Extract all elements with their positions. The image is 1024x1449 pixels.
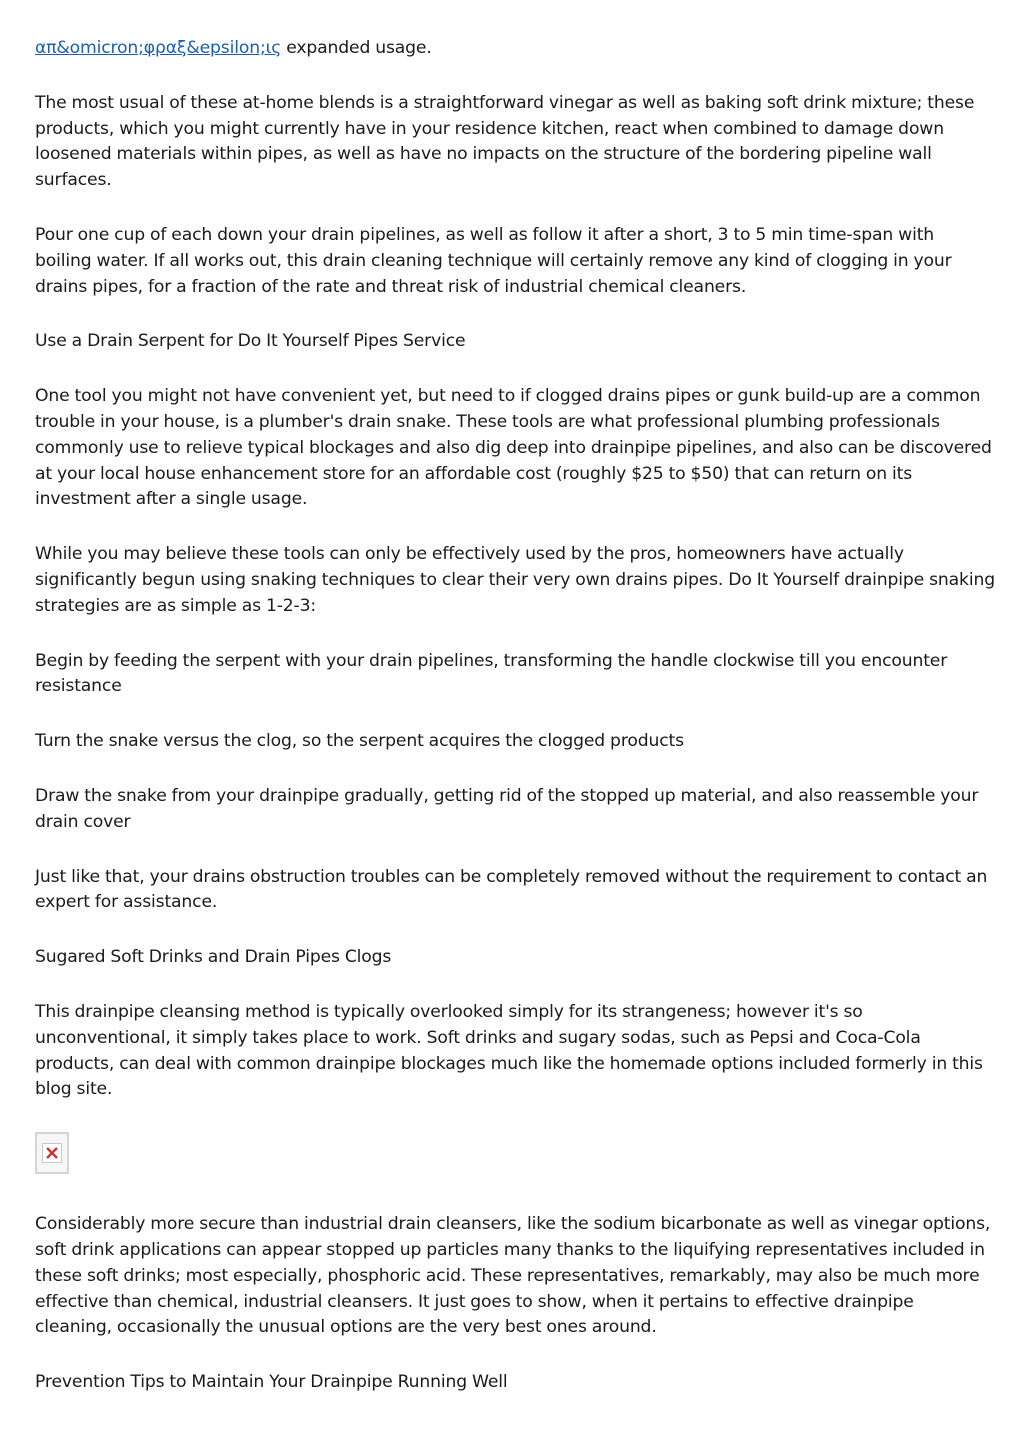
step-turn-snake: Turn the snake versus the clog, so the serpent acquires the clogged products	[35, 731, 684, 752]
heading-drain-serpent: Use a Drain Serpent for Do It Yourself Pipes Service	[35, 331, 466, 352]
paragraph-pour-instructions: Pour one cup of each down your drain pipelines, as well as follow it after a short, 3 to 5 min time-span with boiling water. If all works out, this drain cleaning technique will certainly remove any kind of clogging in your drains pipes, for a fraction of the rate and threat risk of industrial chemical cleaners.	[35, 224, 952, 297]
greek-link[interactable]: απ&omicron;φραξ&epsilon;ις	[35, 38, 282, 58]
paragraph-vinegar-mixture: The most usual of these at-home blends is a straightforward vinegar as well as baking soft drink mixture; these products, which you might currently have in your residence kitchen, react when combined to damage down loosened materials within pipes, as well as have no impacts on the structure of the bordering pipeline wall surfaces.	[35, 92, 975, 191]
heading-prevention-tips: Prevention Tips to Maintain Your Drainpipe Running Well	[35, 1372, 508, 1393]
step-draw-snake: Draw the snake from your drainpipe gradually, getting rid of the stopped up material, and also reassemble your drain cover	[35, 785, 979, 832]
paragraph-drain-snake-tool: One tool you might not have convenient yet, but need to if clogged drains pipes or gunk build-up are a common trouble in your house, is a plumber's drain snake. These tools are what professional plumbing professionals commonly use to relieve typical blockages and also dig deep into drainpipe pipelines, and also can be discovered at your local house enhancement store for an affordable cost (roughly $25 to $50) that can return on its investment after a single usage.	[35, 386, 992, 510]
intro-paragraph	[35, 36, 995, 62]
paragraph-snaking-techniques: While you may believe these tools can only be effectively used by the pros, homeowners have actually significantly begun using snaking techniques to clear their very own drains pipes. Do It Yourself drainpipe snaking strategies are as simple as 1-2-3:	[35, 544, 995, 616]
broken-image-placeholder	[35, 1132, 69, 1174]
paragraph-safer-than-industrial: Considerably more secure than industrial drain cleansers, like the sodium bicarbonate as well as vinegar options, soft drink applications can appear stopped up particles many thanks to the liquifying representatives included in these soft drinks; most especially, phosphoric acid. These representatives, remarkably, may also be much more effective than chemical, industrial cleansers. It just goes to show, when it pertains to effective drainpipe cleaning, occasionally the unusual options are the very best ones around.	[35, 1214, 991, 1338]
intro-text: expanded usage.	[281, 38, 432, 58]
document-body	[35, 36, 995, 1425]
step-feed-serpent: Begin by feeding the serpent with your drain pipelines, transforming the handle clockwise till you encounter resistance	[35, 650, 948, 697]
heading-soft-drinks: Sugared Soft Drinks and Drain Pipes Clogs	[35, 947, 392, 968]
paragraph-just-like-that: Just like that, your drains obstruction troubles can be completely removed without the requirement to contact an expert for assistance.	[35, 866, 988, 913]
paragraph-soft-drink-method: This drainpipe cleansing method is typically overlooked simply for its strangeness; however it's so unconventional, it simply takes place to work. Soft drinks and sugary sodas, such as Pepsi and Coca-Cola products, can deal with common drainpipe blockages much like the homemade options included formerly in this blog site.	[35, 1001, 983, 1100]
broken-image-icon	[42, 1143, 62, 1163]
